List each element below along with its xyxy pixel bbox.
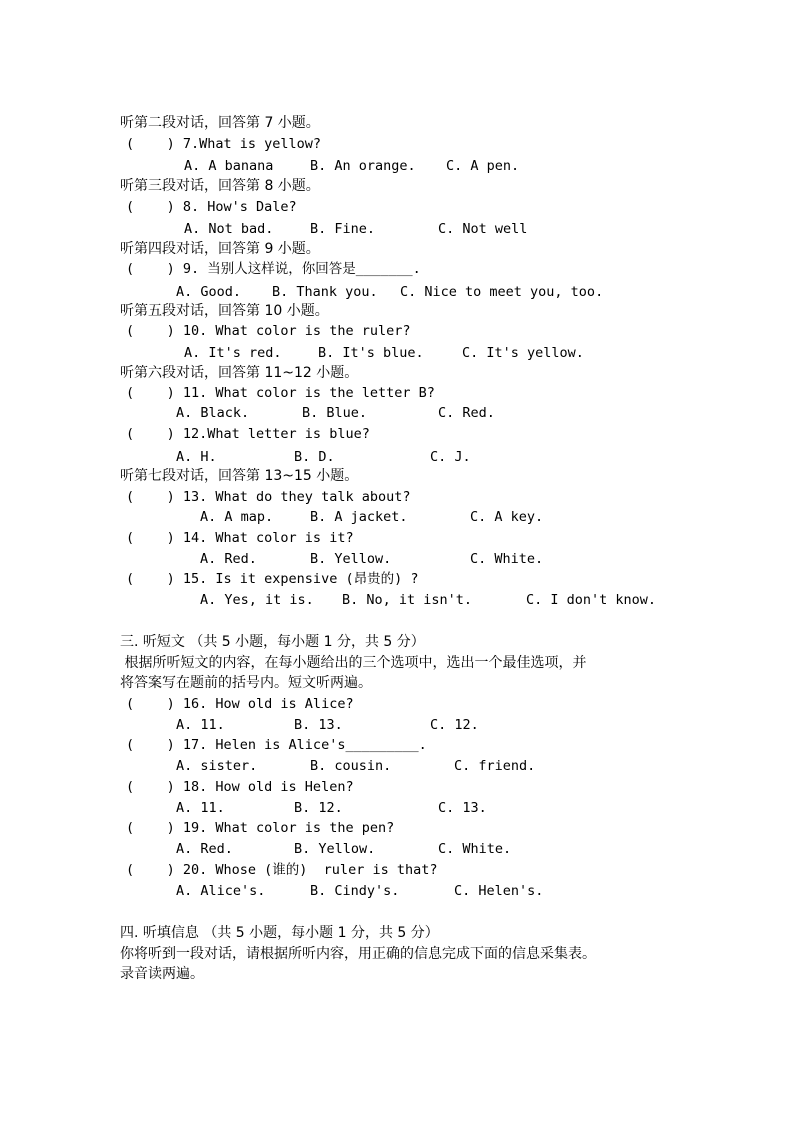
part-instructions: 你将听到一段对话，请根据所听内容，用正确的信息完成下面的信息采集表。 (120, 946, 596, 962)
option-b: B. A jacket. (310, 509, 408, 525)
option-c: C. 12. (430, 717, 479, 733)
question-stem: ( ) 14. What color is it? (126, 530, 354, 546)
option-b: B. cousin. (310, 758, 392, 774)
option-a: A. Black. (176, 405, 250, 421)
question-stem: ( ) 15. Is it expensive (昂贵的) ? (126, 571, 419, 587)
option-a: A. sister. (176, 758, 258, 774)
question-stem: ( ) 8. How's Dale? (126, 199, 297, 215)
option-a: A. Red. (176, 841, 233, 857)
part-instructions: 将答案写在题前的括号内。短文听两遍。 (120, 675, 372, 691)
section-heading: 听第七段对话，回答第 13~15 小题。 (120, 468, 359, 484)
part-title: 四. 听填信息 （共 5 小题，每小题 1 分，共 5 分） (120, 925, 439, 941)
option-b: B. No, it isn't. (342, 592, 473, 608)
part-title: 三. 听短文 （共 5 小题，每小题 1 分，共 5 分） (120, 634, 425, 650)
question-stem: ( ) 9. 当别人这样说，你回答是_______. (126, 261, 421, 277)
section-heading: 听第二段对话，回答第 7 小题。 (120, 115, 320, 131)
question-stem: ( ) 18. How old is Helen? (126, 779, 354, 795)
question-stem: ( ) 17. Helen is Alice's_________. (126, 737, 427, 753)
option-a: A. Good. (176, 284, 242, 300)
option-c: C. I don't know. (526, 592, 657, 608)
option-a: A. 11. (176, 717, 225, 733)
option-c: C. 13. (438, 800, 487, 816)
option-a: A. It's red. (184, 345, 282, 361)
question-stem: ( ) 19. What color is the pen? (126, 820, 395, 836)
question-stem: ( ) 7.What is yellow? (126, 136, 322, 152)
option-c: C. White. (438, 841, 512, 857)
option-b: B. Blue. (302, 405, 368, 421)
option-c: C. J. (430, 449, 471, 465)
option-c: C. A key. (470, 509, 544, 525)
question-stem: ( ) 12.What letter is blue? (126, 426, 370, 442)
option-c: C. White. (470, 551, 544, 567)
option-a: A. A map. (200, 509, 274, 525)
section-heading: 听第五段对话，回答第 10 小题。 (120, 303, 329, 319)
option-c: C. friend. (454, 758, 536, 774)
option-b: B. An orange. (310, 158, 416, 174)
question-stem: ( ) 20. Whose (谁的) ruler is that? (126, 862, 438, 878)
question-stem: ( ) 13. What do they talk about? (126, 489, 411, 505)
question-stem: ( ) 11. What color is the letter B? (126, 385, 435, 401)
option-b: B. It's blue. (318, 345, 424, 361)
option-a: A. H. (176, 449, 217, 465)
option-b: B. Thank you. (272, 284, 378, 300)
part-instructions: 录音读两遍。 (120, 966, 204, 982)
option-b: B. Yellow. (310, 551, 392, 567)
section-heading: 听第三段对话，回答第 8 小题。 (120, 178, 320, 194)
option-c: C. Helen's. (454, 883, 544, 899)
option-b: B. D. (294, 449, 335, 465)
option-b: B. 13. (294, 717, 343, 733)
option-b: B. 12. (294, 800, 343, 816)
option-a: A. Red. (200, 551, 257, 567)
option-a: A. Yes, it is. (200, 592, 314, 608)
option-c: C. It's yellow. (462, 345, 584, 361)
option-b: B. Yellow. (294, 841, 376, 857)
option-c: C. A pen. (446, 158, 520, 174)
question-stem: ( ) 16. How old is Alice? (126, 696, 354, 712)
section-heading: 听第四段对话，回答第 9 小题。 (120, 241, 320, 257)
option-a: A. Not bad. (184, 221, 274, 237)
question-stem: ( ) 10. What color is the ruler? (126, 323, 411, 339)
option-b: B. Cindy's. (310, 883, 400, 899)
option-a: A. A banana (184, 158, 274, 174)
option-a: A. Alice's. (176, 883, 266, 899)
section-heading: 听第六段对话，回答第 11~12 小题。 (120, 365, 359, 381)
part-instructions: 根据所听短文的内容，在每小题给出的三个选项中，选出一个最佳选项，并 (120, 655, 587, 671)
option-b: B. Fine. (310, 221, 376, 237)
option-c: C. Red. (438, 405, 495, 421)
option-c: C. Nice to meet you, too. (400, 284, 604, 300)
option-a: A. 11. (176, 800, 225, 816)
option-c: C. Not well (438, 221, 528, 237)
